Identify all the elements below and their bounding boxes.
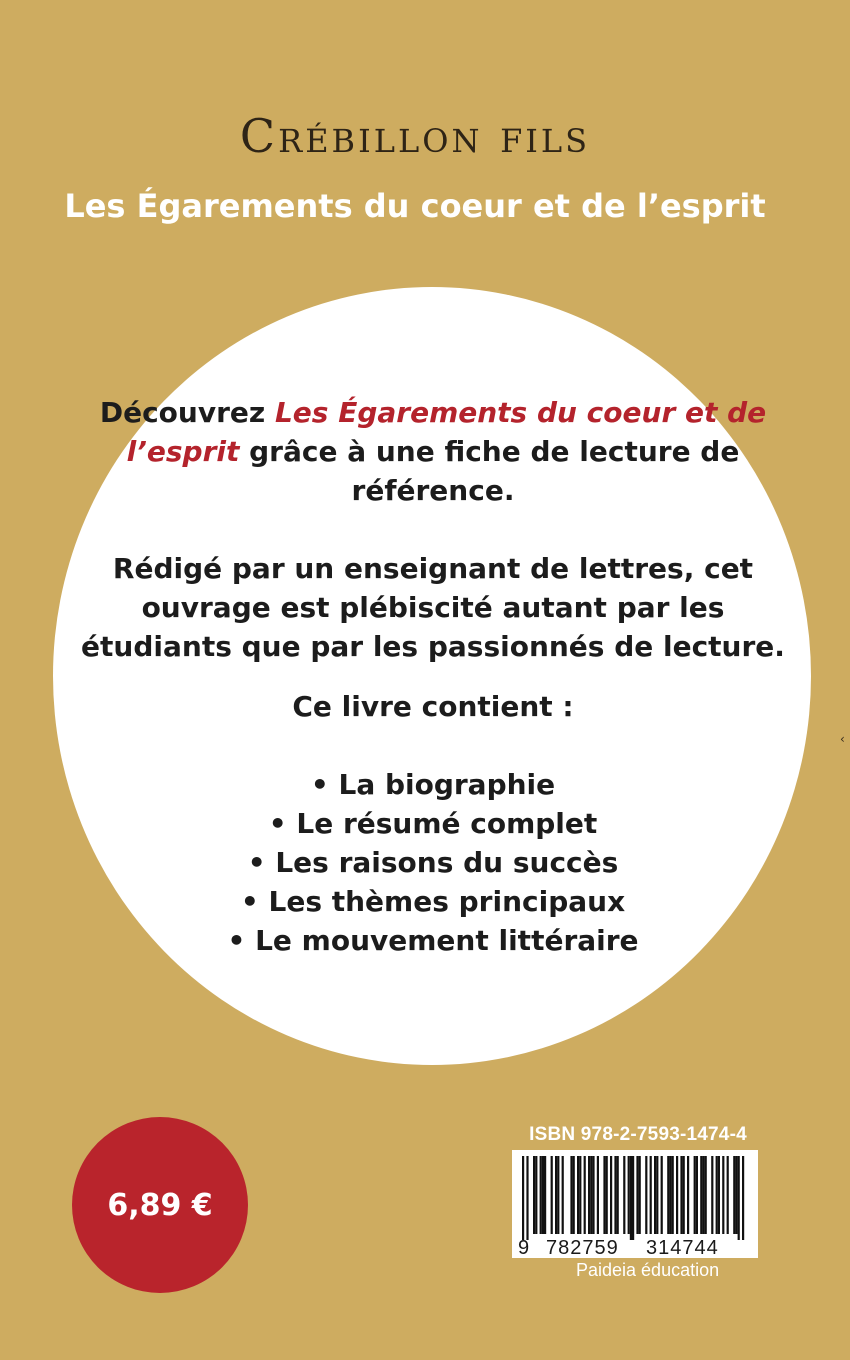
contents-item: • Le mouvement littéraire <box>227 924 639 957</box>
barcode-bar <box>555 1156 557 1234</box>
barcode-bar <box>656 1156 658 1234</box>
barcode-bar <box>603 1156 605 1234</box>
contents-item: • Le résumé complet <box>268 807 598 840</box>
contents-list <box>80 765 786 960</box>
barcode-bar <box>636 1156 638 1234</box>
barcode-bar <box>683 1156 685 1234</box>
barcode-bar <box>535 1156 537 1234</box>
barcode-digit-first: 9 <box>518 1237 531 1259</box>
barcode-bar <box>614 1156 616 1234</box>
barcode-bar <box>738 1156 740 1240</box>
barcode-bar <box>542 1156 544 1234</box>
barcode-digit-group-1: 782759 <box>546 1237 619 1259</box>
barcode-bar <box>654 1156 656 1234</box>
contents-item: • Les thèmes principaux <box>240 885 626 918</box>
barcode-bar <box>639 1156 641 1234</box>
barcode-bar <box>526 1156 528 1240</box>
barcode-bar <box>716 1156 718 1234</box>
author-name: Crébillon fils <box>239 109 591 163</box>
barcode-digits <box>512 1237 758 1352</box>
intro-title-emphasis: Les Égarements du coeur et de l’esprit <box>126 396 767 468</box>
barcode-bar <box>606 1156 608 1234</box>
barcode-bar <box>700 1156 702 1234</box>
barcode-bar <box>667 1156 669 1234</box>
barcode-bar <box>694 1156 696 1234</box>
barcode-bar <box>522 1156 524 1240</box>
isbn-label: ISBN 978-2-7593-1474-4 <box>529 1124 747 1145</box>
author-credentials-paragraph: Rédigé par un enseignant de lettres, cet ouvrage est plébiscité autant par les étudiants que par les passionnés de lecture. <box>81 552 785 663</box>
contents-item: • La biographie <box>310 768 556 801</box>
contents-item: • Les raisons du succès <box>247 846 619 879</box>
barcode-bar <box>570 1156 572 1234</box>
barcode-bar <box>597 1156 599 1234</box>
barcode-bar <box>573 1156 575 1234</box>
barcode-bar <box>632 1156 634 1240</box>
barcode-bar <box>687 1156 689 1234</box>
barcode-bar <box>669 1156 671 1234</box>
barcode-bar <box>592 1156 594 1234</box>
barcode-bar <box>562 1156 564 1234</box>
barcode-bar <box>623 1156 625 1234</box>
barcode-bar <box>584 1156 586 1234</box>
price-badge <box>72 1117 248 1293</box>
contents-heading: Ce livre contient : <box>292 690 574 723</box>
barcode-bar <box>705 1156 707 1234</box>
blurb-text <box>80 393 786 960</box>
barcode-bar <box>579 1156 581 1234</box>
barcode-bar <box>557 1156 559 1234</box>
barcode-bar <box>650 1156 652 1234</box>
barcode-bar <box>645 1156 647 1234</box>
price-label: 6,89 € <box>107 1187 213 1223</box>
barcode-bar <box>722 1156 724 1234</box>
barcode-bar <box>628 1156 630 1234</box>
barcode-bar <box>727 1156 729 1234</box>
intro-prefix: Découvrez <box>99 396 275 429</box>
barcode-digit-group-2: 314744 <box>646 1237 719 1259</box>
barcode-bar <box>718 1156 720 1234</box>
barcode-bar <box>540 1156 542 1234</box>
barcode-bar <box>577 1156 579 1234</box>
intro-suffix: grâce à une fiche de lecture de référence. <box>239 435 740 507</box>
barcode-bar <box>630 1156 632 1240</box>
barcode-bar <box>742 1156 744 1240</box>
barcode-bar <box>733 1156 735 1234</box>
barcode-bar <box>672 1156 674 1234</box>
barcode-bar <box>696 1156 698 1234</box>
book-title: Les Égarements du coeur et de l’esprit <box>64 187 766 225</box>
barcode-bar <box>590 1156 592 1234</box>
publisher-name: Paideia éducation <box>576 1260 720 1280</box>
intro-paragraph <box>80 393 786 510</box>
barcode-bar <box>680 1156 682 1234</box>
barcode-bar <box>544 1156 546 1234</box>
barcode-bar <box>676 1156 678 1234</box>
barcode-bar <box>702 1156 704 1234</box>
barcode-bar <box>735 1156 737 1234</box>
barcode-bar <box>588 1156 590 1234</box>
barcode-bar <box>610 1156 612 1234</box>
barcode-bar <box>533 1156 535 1234</box>
barcode-bar <box>551 1156 553 1234</box>
barcode-bar <box>617 1156 619 1234</box>
barcode-bar <box>711 1156 713 1234</box>
barcode-bar <box>661 1156 663 1234</box>
edge-mark: ‹ <box>840 732 845 746</box>
